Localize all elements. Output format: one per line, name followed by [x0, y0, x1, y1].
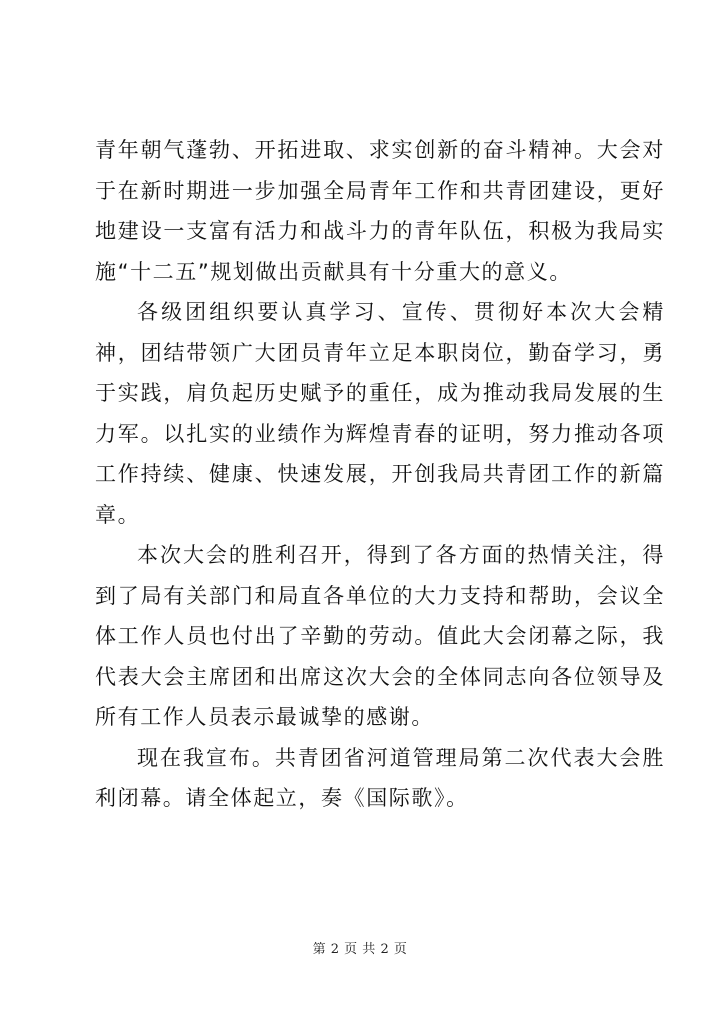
paragraph-study-spirit: 各级团组织要认真学习、宣传、贯彻好本次大会精神，团结带领广大团员青年立足本职岗位，勤奋学习，勇于实践，肩负起历史赋予的重任，成为推动我局发展的生力军。以扎实的业绩作为辉煌青春的证明，努力推动各项工作持续、健康、快速发展，开创我局共青团工作的新篇章。: [95, 300, 665, 527]
paragraph-thanks: 本次大会的胜利召开，得到了各方面的热情关注，得到了局有关部门和局直各单位的大力支持和帮助，会议全体工作人员也付出了辛勤的劳动。值此大会闭幕之际，我代表大会主席团和出席这次大会的全体同志向各位领导及所有工作人员表示最诚挚的感谢。: [95, 543, 665, 729]
paragraph-continuation: 青年朝气蓬勃、开拓进取、求实创新的奋斗精神。大会对于在新时期进一步加强全局青年工作和共青团建设，更好地建设一支富有活力和战斗力的青年队伍，积极为我局实施“十二五”规划做出贡献具有十分重大的意义。: [95, 138, 665, 284]
document-body: [95, 130, 665, 819]
paragraph-closing: 现在我宣布。共青团省河道管理局第二次代表大会胜利闭幕。请全体起立，奏《国际歌》。: [95, 745, 665, 810]
page-number-footer: 第 2 页 共 2 页: [312, 942, 408, 957]
